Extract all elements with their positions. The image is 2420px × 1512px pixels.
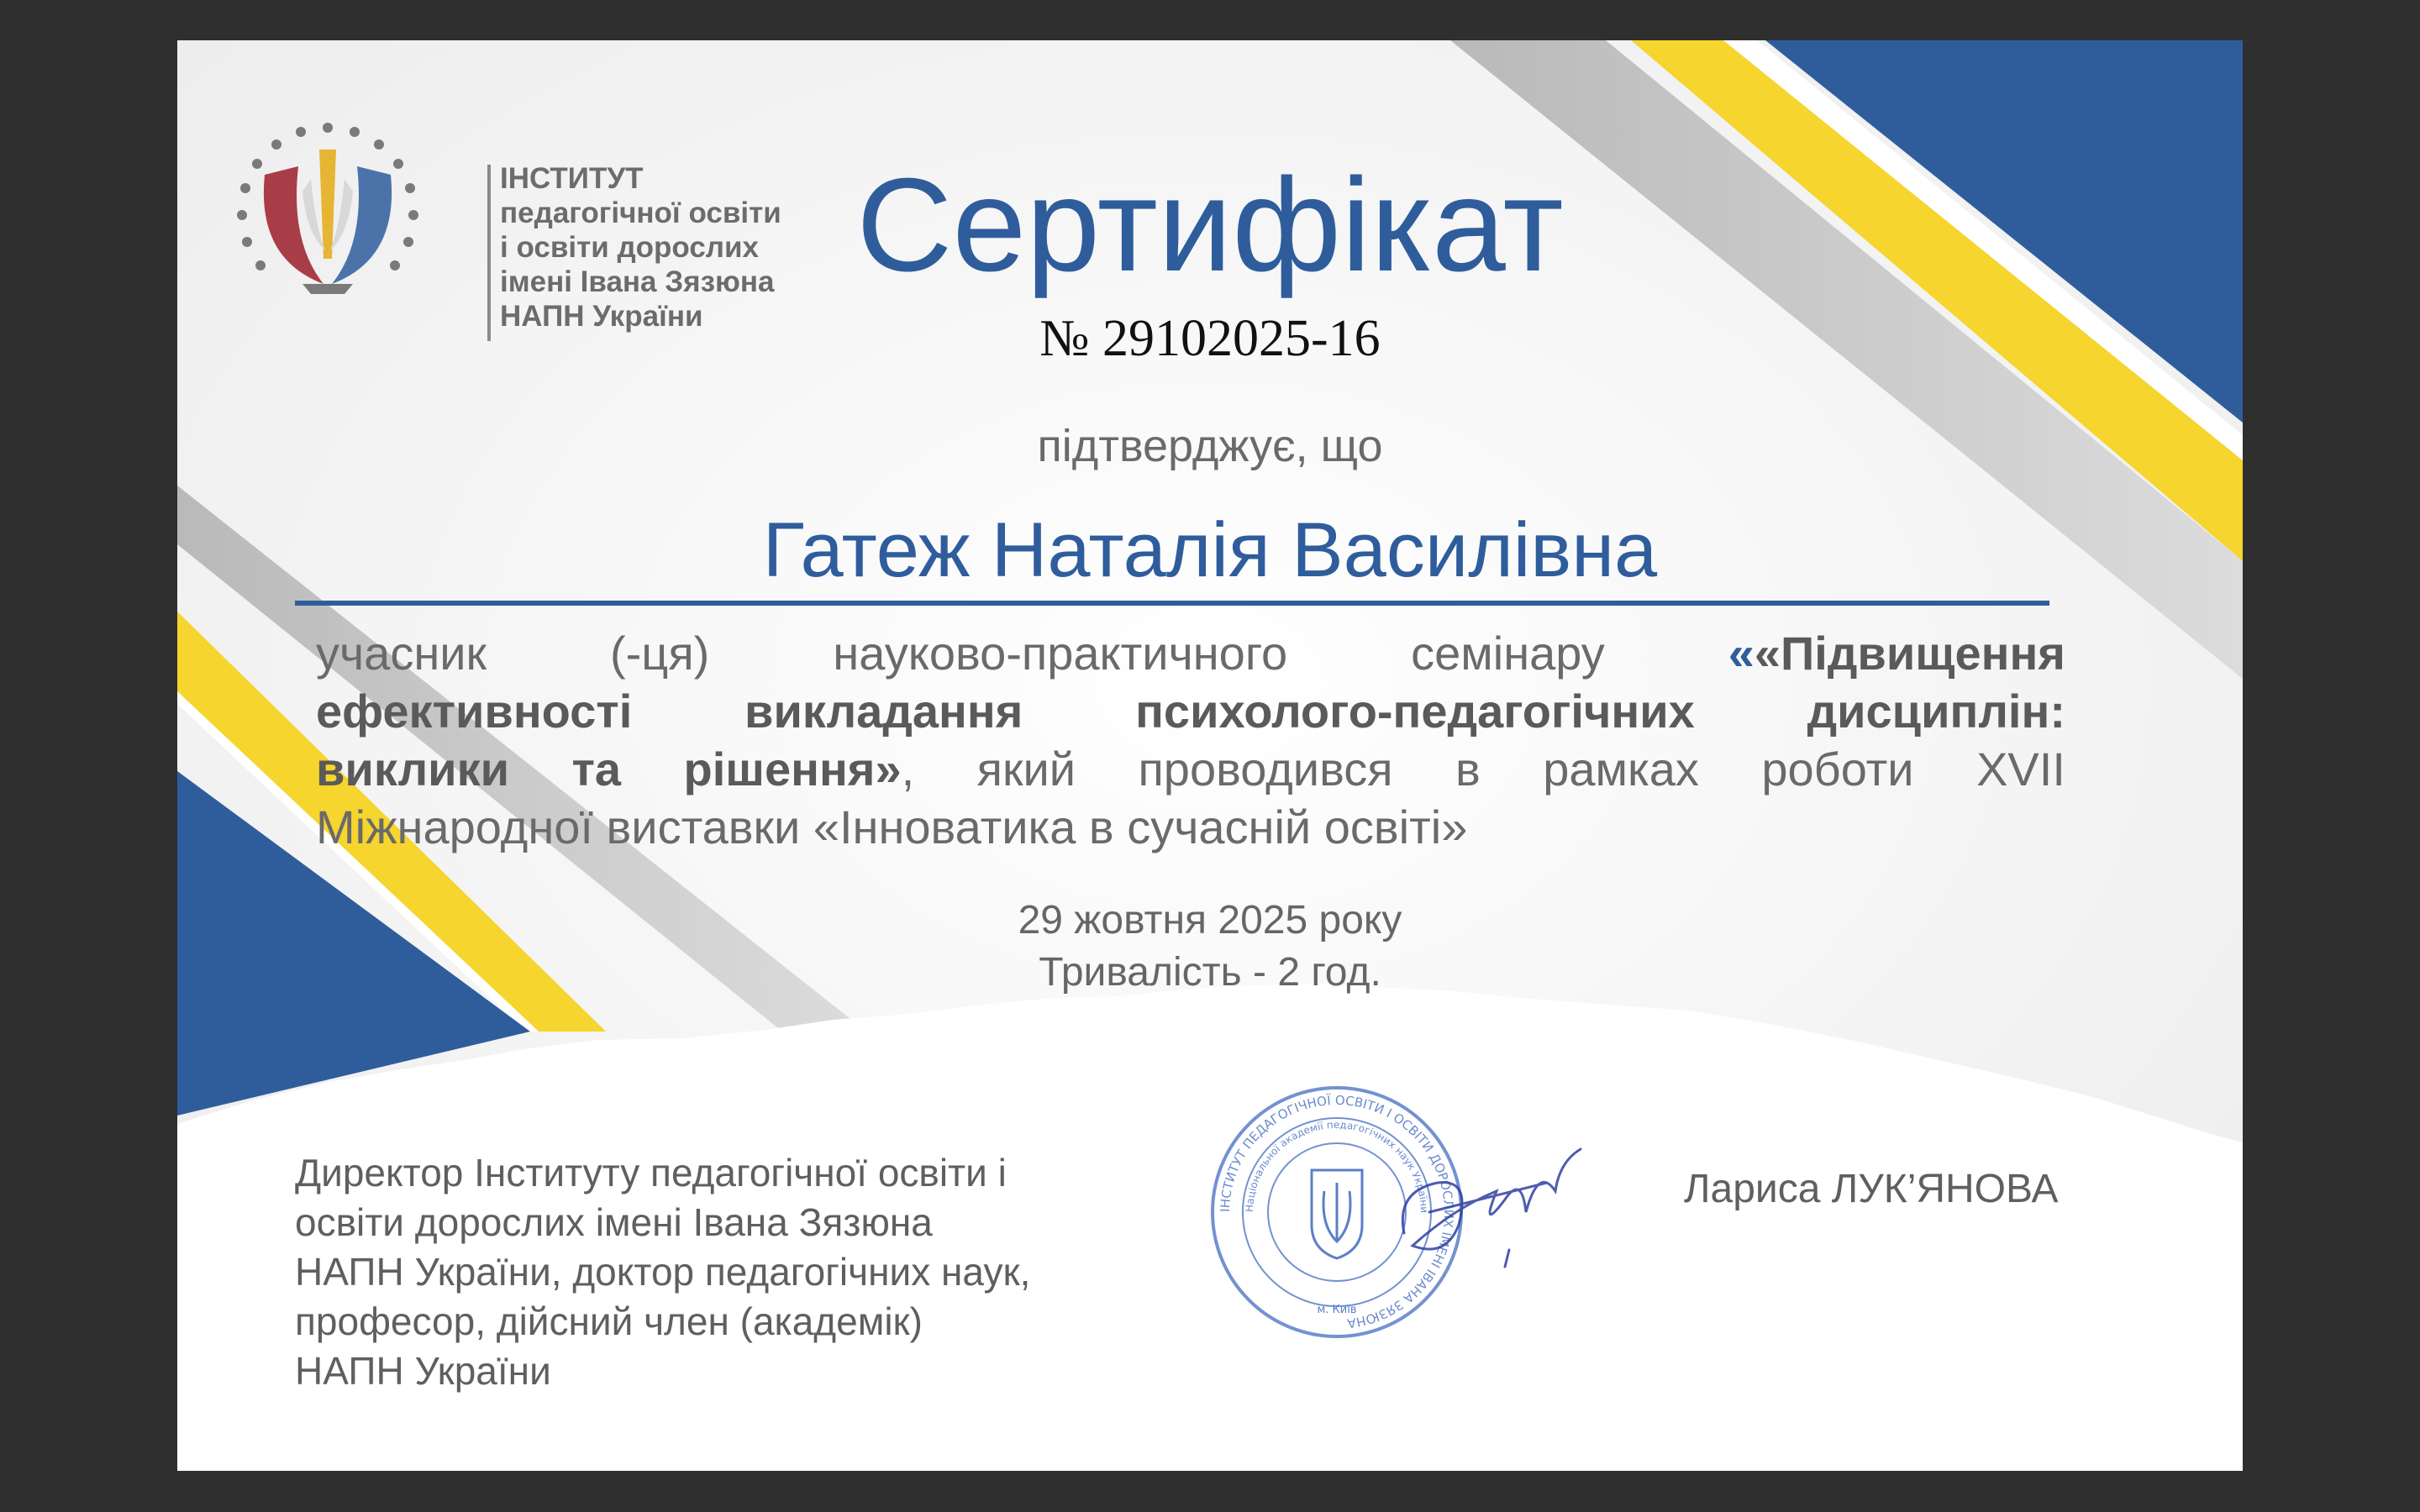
description-word: семінару [1411, 627, 1605, 680]
director-title-line: НАПН України, доктор педагогічних наук, [295, 1250, 1031, 1294]
description-word: науково-практичного [833, 627, 1288, 680]
stamp-inner-text: Національної академії педагогічних наук України [1243, 1118, 1431, 1214]
stamp-city: м. Київ [1317, 1304, 1357, 1316]
director-title-line: Директор Інституту педагогічної освіти і [295, 1151, 1007, 1194]
certificate-title: Сертифікат [856, 151, 1564, 299]
description-word: роботи [1761, 743, 1914, 795]
event-date: 29 жовтня 2025 року [1018, 898, 1402, 942]
event-title-word: викладання [744, 685, 1023, 738]
description-line [316, 740, 2065, 798]
handwritten-signature-icon [1379, 1132, 1597, 1292]
institute-name-line: ІНСТИТУТ [500, 162, 644, 195]
event-duration: Тривалість - 2 год. [1039, 950, 1381, 995]
event-title-end [684, 740, 915, 798]
description-word: який [976, 743, 1076, 795]
director-title [295, 1148, 1135, 1396]
description-word: рамках [1543, 743, 1699, 795]
signer-name: Лариса ЛУК’ЯНОВА [1684, 1167, 2059, 1211]
event-title-word: рішення» [683, 743, 902, 795]
description-word: в [1455, 743, 1481, 795]
director-title-line: НАПН України [295, 1349, 551, 1393]
description-line [316, 624, 2065, 682]
recipient-name: Гатеж Наталія Василівна [762, 507, 1658, 593]
name-underline [295, 601, 2049, 606]
institute-name-line: педагогічної освіти [500, 197, 781, 229]
event-title-word: дисциплін: [1807, 685, 2065, 738]
institute-name-line: НАПН України [500, 300, 703, 333]
certificate-number: № 29102025-16 [1039, 310, 1381, 367]
description-word: XVII [1976, 743, 2065, 795]
event-title-word: виклики [316, 743, 510, 795]
event-title-word: ефективності [316, 685, 633, 738]
description-line [316, 798, 2065, 856]
certificate [177, 40, 2243, 1471]
description-word: учасник [316, 627, 487, 680]
description-word: (-ця) [609, 627, 710, 680]
director-title-line: професор, дійсний член (академік) [295, 1299, 923, 1343]
stamp-outer-text: ІНСТИТУТ ПЕДАГОГІЧНОЇ ОСВІТИ І ОСВІТИ ДОРОСЛИХ ІМЕНІ ІВАНА ЗЯЗЮНА [1217, 1092, 1457, 1331]
event-title-start: ««Підвищення [1728, 627, 2065, 680]
description-word: проводився [1138, 743, 1393, 795]
director-title-line: освіти дорослих імені Івана Зязюна [295, 1200, 933, 1244]
institute-name-line: імені Івана Зязюна [500, 265, 775, 298]
institute-name-line: і освіти дорослих [500, 231, 760, 264]
event-description [316, 624, 2065, 856]
confirms-text: підтверджує, що [1037, 421, 1383, 471]
event-title-word: та [571, 743, 622, 795]
event-title-word: «Підвищення [1754, 627, 2065, 680]
event-title-word: психолого-педагогічних [1135, 685, 1695, 738]
exhibition-name: Міжнародної виставки «Інноватика в сучасній освіті» [316, 801, 1468, 853]
comma: , [901, 743, 915, 795]
description-line [316, 682, 2065, 740]
